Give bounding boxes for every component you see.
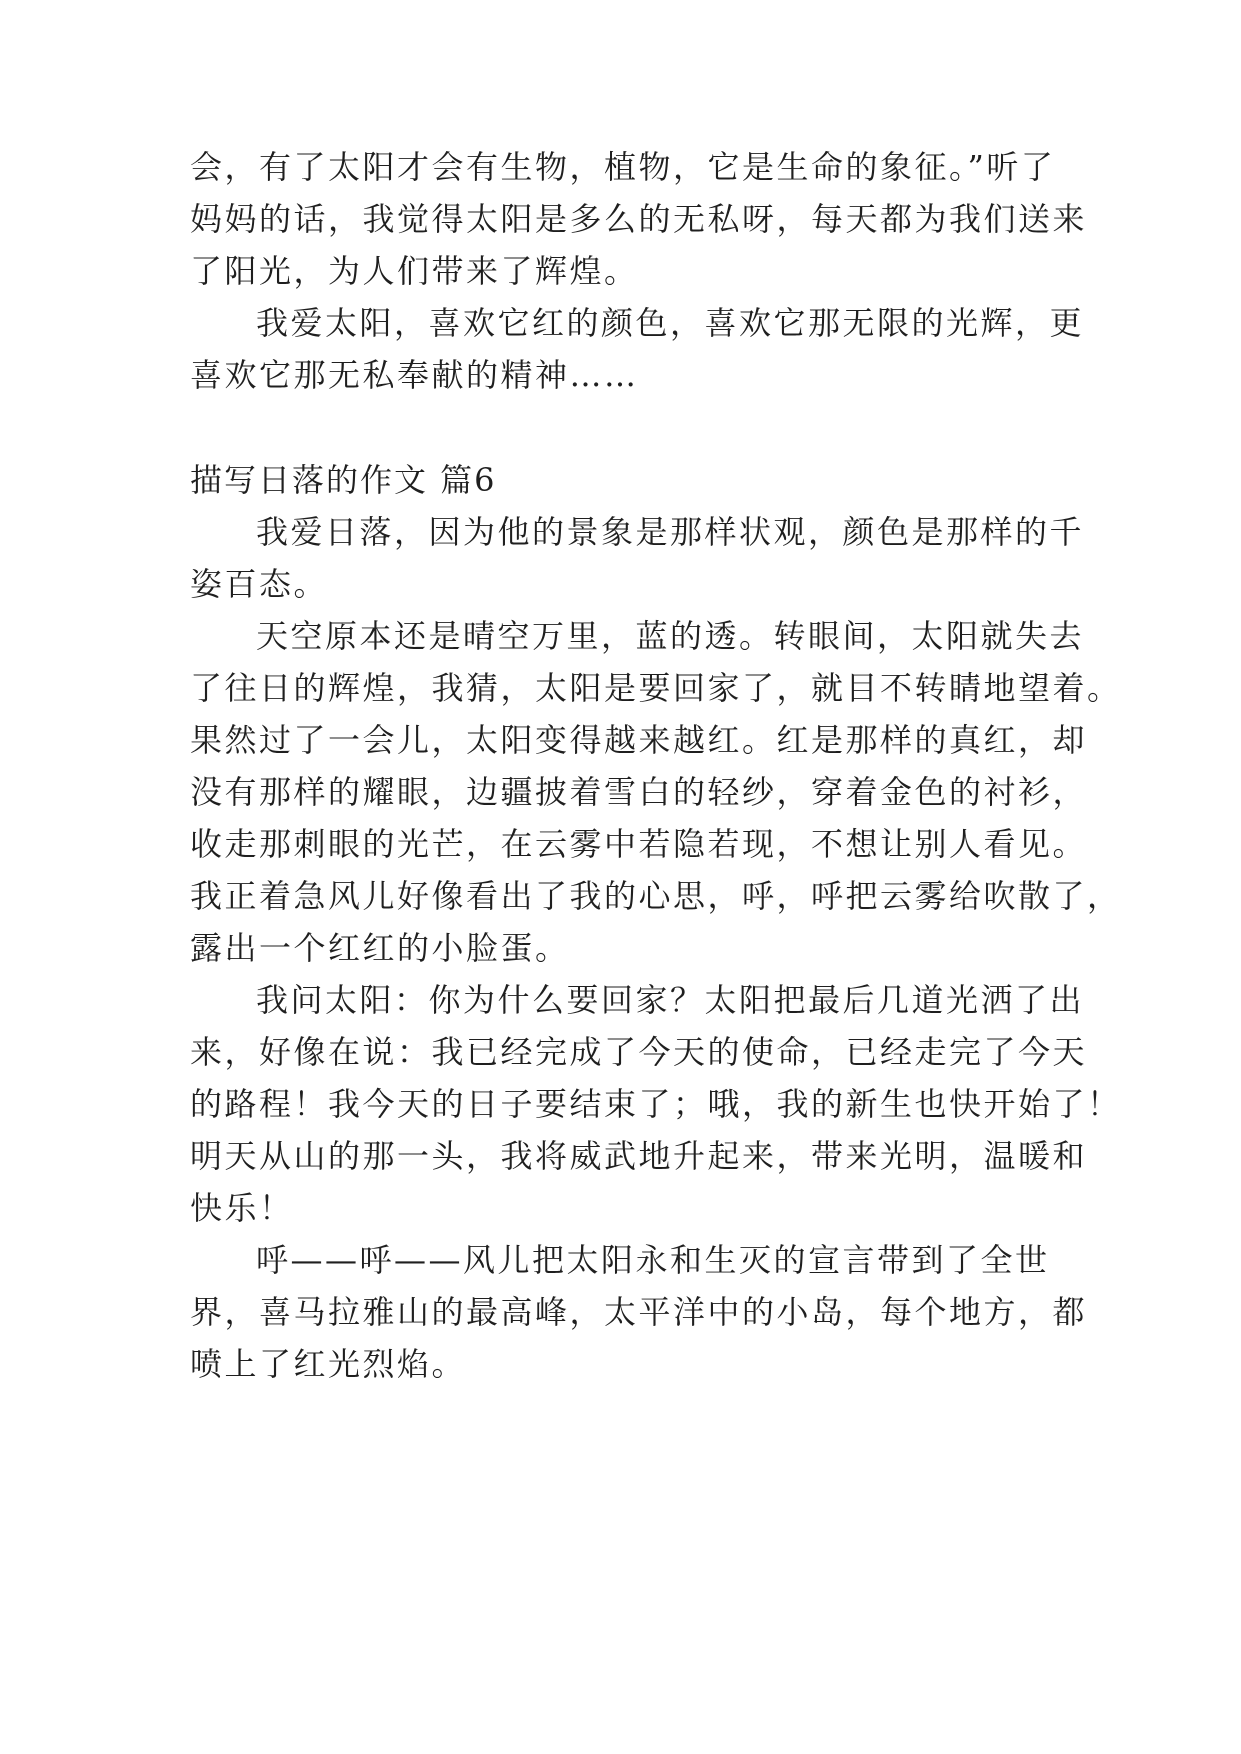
text-line: 妈妈的话，我觉得太阳是多么的无私呀，每天都为我们送来	[190, 200, 1088, 238]
essay-title: 描写日落的作文 篇6	[190, 461, 497, 499]
text-line: 喜欢它那无私奉献的精神……	[190, 356, 639, 394]
text-line: 明天从山的那一头，我将威武地升起来，带来光明，温暖和	[190, 1137, 1088, 1175]
text-line: 没有那样的耀眼，边疆披着雪白的轻纱，穿着金色的衬衫，	[190, 773, 1088, 811]
text-line: 快乐！	[190, 1189, 294, 1227]
text-line: 界，喜马拉雅山的最高峰，太平洋中的小岛，每个地方，都	[190, 1293, 1088, 1331]
text-line: 会，有了太阳才会有生物，植物，它是生命的象征。”听了	[190, 148, 1056, 186]
text-line: 姿百态。	[190, 565, 329, 603]
text-line: 我正着急风儿好像看出了我的心思，呼，呼把云雾给吹散了，	[190, 877, 1122, 915]
text-line: 露出一个红红的小脸蛋。	[190, 929, 570, 967]
text-line: 来，好像在说：我已经完成了今天的使命，已经走完了今天	[190, 1033, 1088, 1071]
text-line: 了往日的辉煌，我猜，太阳是要回家了，就目不转睛地望着。	[190, 669, 1122, 707]
text-line: 收走那刺眼的光芒，在云雾中若隐若现，不想让别人看见。	[190, 825, 1088, 863]
text-line: 我问太阳：你为什么要回家？太阳把最后几道光洒了出	[256, 981, 1085, 1019]
text-line: 了阳光，为人们带来了辉煌。	[190, 252, 639, 290]
text-line: 呼——呼——风儿把太阳永和生灭的宣言带到了全世	[256, 1241, 1050, 1279]
text-line: 果然过了一会儿，太阳变得越来越红。红是那样的真红，却	[190, 721, 1088, 759]
text-line: 我爱太阳，喜欢它红的颜色，喜欢它那无限的光辉，更	[256, 304, 1085, 342]
text-line: 我爱日落，因为他的景象是那样状观，颜色是那样的千	[256, 513, 1085, 551]
text-line: 的路程！我今天的日子要结束了；哦，我的新生也快开始了！	[190, 1085, 1122, 1123]
text-line: 天空原本还是晴空万里，蓝的透。转眼间，太阳就失去	[256, 617, 1085, 655]
text-line: 喷上了红光烈焰。	[190, 1345, 467, 1383]
